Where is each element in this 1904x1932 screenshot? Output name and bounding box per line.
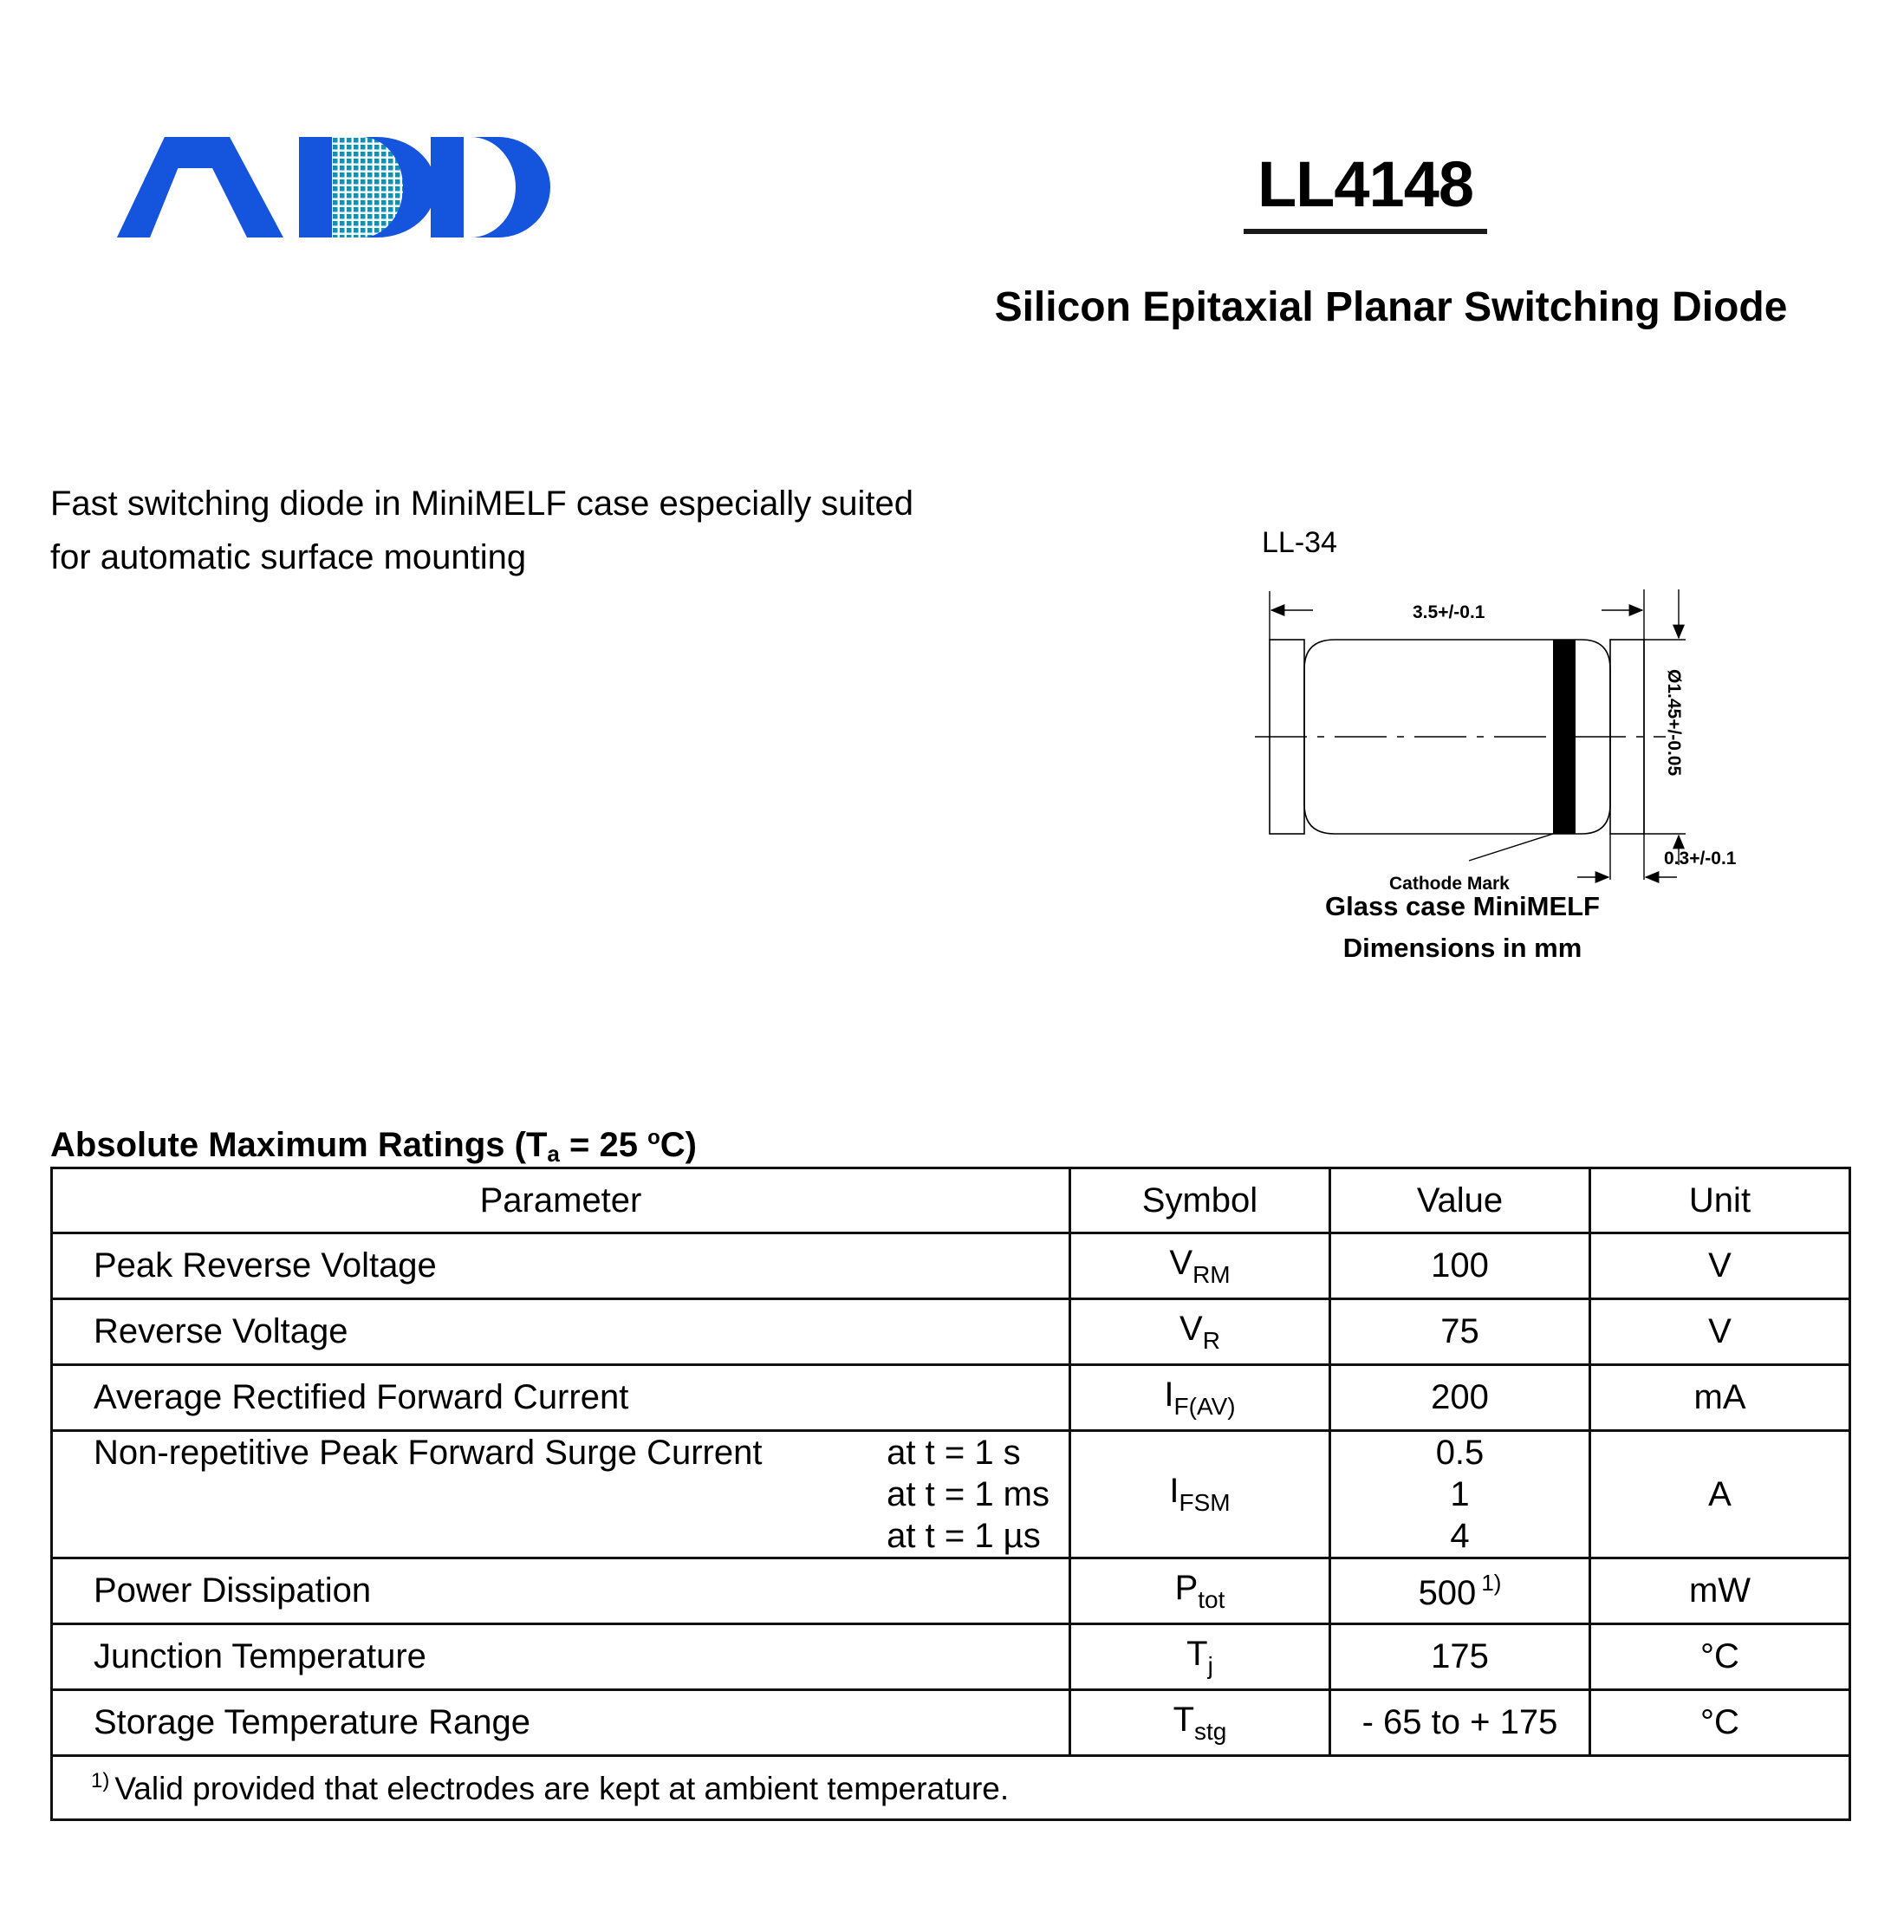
package-outline-diagram <box>1248 572 1768 894</box>
symbol-main: V <box>1179 1309 1203 1348</box>
value-cell <box>1330 1431 1590 1558</box>
heading-text: Absolute Maximum Ratings (T <box>50 1126 548 1164</box>
endcap-dimension: 0.3+/-0.1 <box>1664 849 1737 868</box>
value-cell: - 65 to + 175 <box>1330 1690 1590 1756</box>
value: 1 <box>1450 1475 1470 1513</box>
ratings-table <box>50 1167 1851 1821</box>
condition: at t = 1 s <box>887 1434 1021 1472</box>
symbol-main: P <box>1174 1568 1199 1607</box>
value-cell: 175 <box>1330 1624 1590 1690</box>
diameter-dimension: Ø1.45+/-0.05 <box>1664 669 1684 777</box>
cathode-mark-label: Cathode Mark <box>1389 874 1510 894</box>
mdd-logo <box>117 130 550 243</box>
surge-conditions <box>887 1432 1049 1557</box>
device-description <box>50 477 1090 584</box>
unit-cell: °C <box>1590 1690 1850 1756</box>
package-label: LL-34 <box>1262 526 1337 559</box>
column-header-value: Value <box>1330 1168 1590 1233</box>
symbol-sub: stg <box>1194 1717 1227 1745</box>
footnote-cell <box>52 1756 1850 1820</box>
unit-cell: V <box>1590 1299 1850 1365</box>
symbol-cell <box>1070 1690 1330 1756</box>
unit-cell: V <box>1590 1233 1850 1299</box>
table-row <box>52 1365 1850 1431</box>
symbol-sub: R <box>1202 1326 1220 1354</box>
column-header-unit: Unit <box>1590 1168 1850 1233</box>
unit-cell: mA <box>1590 1365 1850 1431</box>
table-row <box>52 1690 1850 1756</box>
symbol-sub: j <box>1207 1651 1213 1679</box>
length-dimension: 3.5+/-0.1 <box>1413 602 1485 622</box>
surge-parameter-name: Non-repetitive Peak Forward Surge Current <box>94 1434 763 1472</box>
case-caption <box>1257 886 1668 969</box>
symbol-sub: tot <box>1198 1585 1225 1613</box>
column-header-parameter: Parameter <box>52 1168 1070 1233</box>
footnote-ref: 1) <box>1481 1569 1502 1596</box>
symbol-cell <box>1070 1558 1330 1624</box>
value-cell: 100 <box>1330 1233 1590 1299</box>
unit-cell: °C <box>1590 1624 1850 1690</box>
footnote-row <box>52 1756 1850 1820</box>
heading-text: C) <box>660 1126 697 1164</box>
column-header-symbol: Symbol <box>1070 1168 1330 1233</box>
parameter-cell: Reverse Voltage <box>52 1299 1070 1365</box>
symbol-sub: FSM <box>1179 1489 1231 1516</box>
symbol-sub: RM <box>1192 1260 1231 1288</box>
condition: at t = 1 µs <box>887 1517 1041 1555</box>
case-caption-line: Dimensions in mm <box>1342 933 1582 963</box>
parameter-cell: Junction Temperature <box>52 1624 1070 1690</box>
unit-cell: mW <box>1590 1558 1850 1624</box>
value-cell: 200 <box>1330 1365 1590 1431</box>
symbol-main: I <box>1169 1472 1179 1510</box>
symbol-main: T <box>1186 1634 1208 1673</box>
title-underline <box>1244 229 1487 234</box>
value: 4 <box>1450 1517 1470 1555</box>
symbol-cell <box>1070 1431 1330 1558</box>
footnote-text: Valid provided that electrodes are kept at ambient temperature. <box>114 1770 1010 1806</box>
value-cell: 75 <box>1330 1299 1590 1365</box>
unit-cell: A <box>1590 1431 1850 1558</box>
logo-letter-d1-stem <box>299 137 332 237</box>
heading-text: = 25 <box>559 1126 648 1164</box>
footnote-mark: 1) <box>91 1768 110 1792</box>
description-line: for automatic surface mounting <box>50 538 527 576</box>
symbol-main: I <box>1164 1375 1174 1414</box>
symbol-main: T <box>1173 1700 1195 1739</box>
parameter-cell: Average Rectified Forward Current <box>52 1365 1070 1431</box>
value: 500 <box>1418 1573 1477 1612</box>
table-row <box>52 1624 1850 1690</box>
description-line: Fast switching diode in MiniMELF case especially suited <box>50 485 913 523</box>
parameter-cell: Power Dissipation <box>52 1558 1070 1624</box>
symbol-sub: F(AV) <box>1173 1392 1236 1420</box>
value: 0.5 <box>1435 1434 1485 1472</box>
condition: at t = 1 ms <box>887 1475 1049 1513</box>
parameter-cell: Peak Reverse Voltage <box>52 1233 1070 1299</box>
part-number-title: LL4148 <box>1257 148 1474 220</box>
device-subtitle: Silicon Epitaxial Planar Switching Diode <box>994 284 1788 330</box>
logo-letter-m-left-leg <box>117 137 191 237</box>
table-row <box>52 1299 1850 1365</box>
symbol-cell <box>1070 1624 1330 1690</box>
degree-mark: o <box>647 1126 660 1149</box>
table-row <box>52 1558 1850 1624</box>
heading-subscript: a <box>547 1141 560 1167</box>
parameter-cell <box>52 1431 1070 1558</box>
case-caption-line: Glass case MiniMELF <box>1325 891 1600 921</box>
table-row <box>52 1431 1850 1558</box>
logo-letter-d2-stem <box>431 137 464 237</box>
cathode-leader <box>1469 834 1553 861</box>
logo-letter-d2-bowl <box>471 137 550 237</box>
cathode-band <box>1553 640 1576 834</box>
symbol-main: V <box>1169 1243 1193 1282</box>
table-row <box>52 1233 1850 1299</box>
parameter-cell: Storage Temperature Range <box>52 1690 1070 1756</box>
value-cell <box>1330 1558 1590 1624</box>
symbol-cell <box>1070 1233 1330 1299</box>
symbol-cell <box>1070 1299 1330 1365</box>
symbol-cell <box>1070 1365 1330 1431</box>
table-header-row <box>52 1168 1850 1233</box>
